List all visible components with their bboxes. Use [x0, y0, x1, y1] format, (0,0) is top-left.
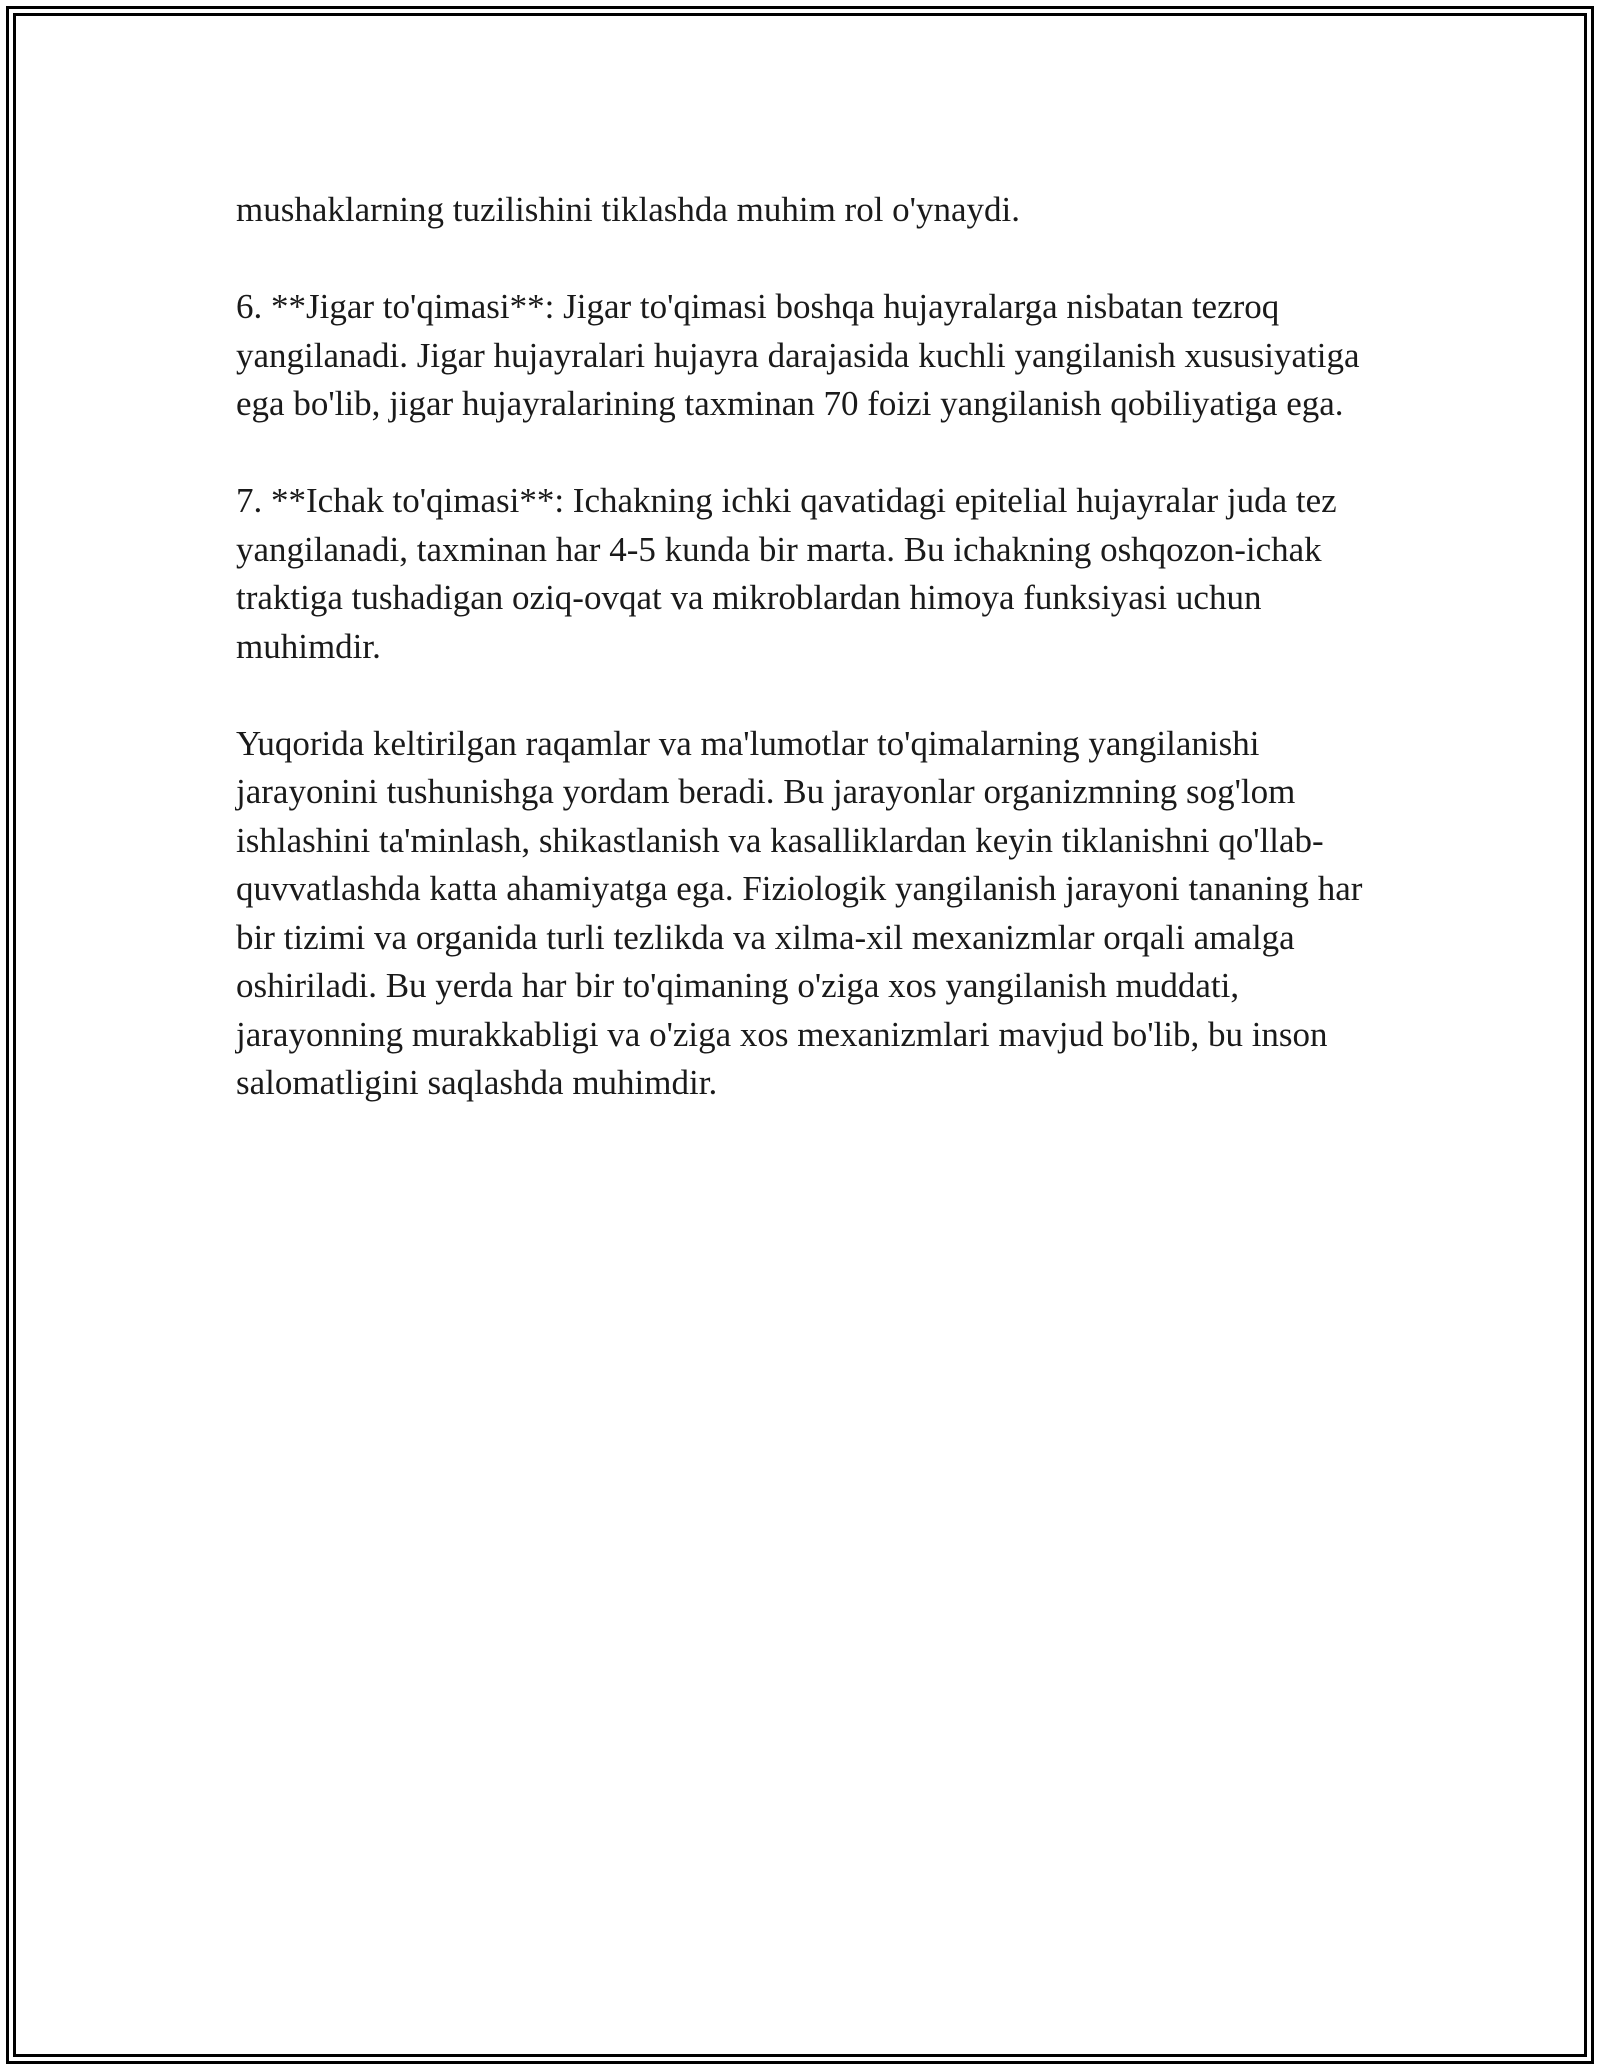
paragraph-item-7-intestinal-tissue: 7. **Ichak to'qimasi**: Ichakning ichki qavatidagi epitelial hujayralar juda tez yangilanadi, taxminan har 4-5 kunda bir marta. Bu ichakning oshqozon-ichak traktiga tushadigan oziq-ovqat va mikroblardan himoya funksiyasi uchun muhimdir.	[236, 481, 1337, 666]
paragraph-conclusion: Yuqorida keltirilgan raqamlar va ma'lumotlar to'qimalarning yangilanishi jarayonini tushunishga yordam beradi. Bu jarayonlar organizmning sog'lom ishlashini ta'minlash, shikastlanish va kasalliklardan keyin tiklanishni qo'llab-quvvatlashda katta ahamiyatga ega. Fiziologik yangilanish jarayoni tananing har bir tizimi va organida turli tezlikda va xilma-xil mexanizmlar orqali amalga oshiriladi. Bu yerda har bir to'qimaning o'ziga xos yangilanish muddati, jarayonning murakkabligi va o'ziga xos mexanizmlari mavjud bo'lib, bu inson salomatligini saqlashda muhimdir.	[236, 723, 1363, 1102]
document-body	[236, 186, 1366, 1156]
paragraph-item-6-liver-tissue: 6. **Jigar to'qimasi**: Jigar to'qimasi boshqa hujayralarga nisbatan tezroq yangilanadi. Jigar hujayralari hujayra darajasida kuchli yangilanish xususiyatiga ega bo'lib, jigar hujayralarining taxminan 70 foizi yangilanish qobiliyatiga ega.	[236, 287, 1360, 423]
paragraph-continuation: mushaklarning tuzilishini tiklashda muhim rol o'ynaydi.	[236, 190, 1020, 229]
